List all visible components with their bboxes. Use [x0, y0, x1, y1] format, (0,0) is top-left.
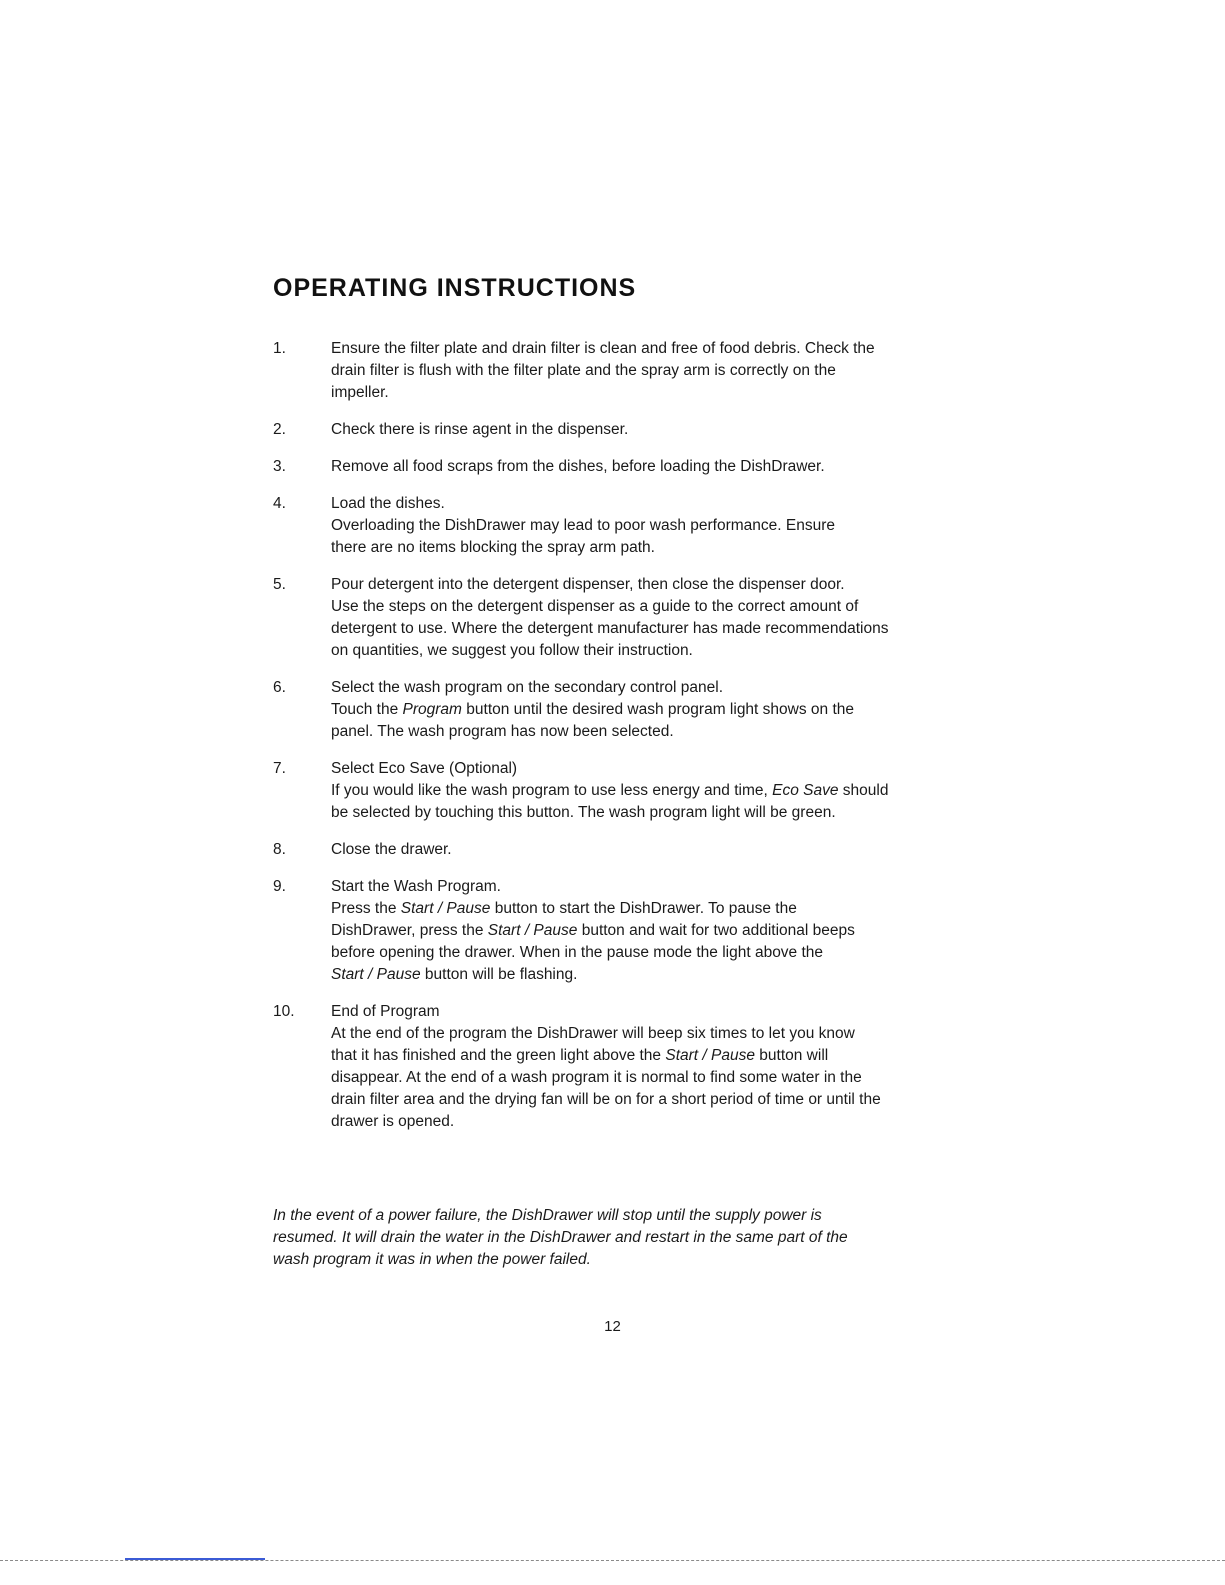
instruction-step [273, 419, 963, 441]
step-text-line [331, 382, 963, 404]
step-number: 1. [273, 340, 286, 357]
emphasized-term: Start / Pause [400, 900, 491, 917]
step-number: 8. [273, 841, 286, 858]
text-segment: disappear. At the end of a wash program it is normal to find some water in the [331, 1069, 862, 1086]
text-segment: At the end of the program the DishDrawer will beep six times to let you know [331, 1025, 855, 1042]
step-text-line [331, 721, 963, 743]
step-text-line [331, 920, 963, 942]
text-segment: Overloading the DishDrawer may lead to poor wash performance. Ensure [331, 517, 835, 534]
instruction-step [273, 1001, 963, 1133]
step-text-line [331, 964, 963, 986]
step-number: 9. [273, 878, 286, 895]
step-number: 7. [273, 760, 286, 777]
step-text-line [331, 942, 963, 964]
step-text-line [331, 618, 963, 640]
power-failure-note [273, 1205, 963, 1271]
step-number: 6. [273, 679, 286, 696]
step-text-line [331, 1111, 963, 1133]
text-segment: Ensure the filter plate and drain filter is clean and free of food debris. Check the [331, 340, 875, 357]
emphasized-term: Start / Pause [487, 922, 578, 939]
step-text-line [331, 456, 963, 478]
step-text-line [331, 780, 963, 802]
step-text-line [331, 537, 963, 559]
scroll-indicator [125, 1558, 265, 1560]
emphasized-term: Program [402, 701, 462, 718]
note-line: wash program it was in when the power failed. [273, 1251, 591, 1268]
emphasized-term: Start / Pause [331, 966, 421, 983]
step-text-line [331, 758, 963, 780]
step-text-line [331, 515, 963, 537]
step-text-line [331, 1023, 963, 1045]
step-number: 5. [273, 576, 286, 593]
text-segment: If you would like the wash program to use less energy and time, [331, 782, 773, 799]
step-text-line [331, 574, 963, 596]
instruction-step [273, 456, 963, 478]
page-bottom-rule [0, 1560, 1225, 1561]
text-segment: End of Program [331, 1003, 440, 1020]
text-segment: drawer is opened. [331, 1113, 455, 1130]
instruction-step [273, 574, 963, 662]
step-text [331, 456, 963, 478]
instruction-step [273, 758, 963, 824]
step-text [331, 419, 963, 441]
instruction-step [273, 839, 963, 861]
text-segment: detergent to use. Where the detergent manufacturer has made recommendations [331, 620, 889, 637]
text-segment: Select Eco Save (Optional) [331, 760, 518, 777]
step-text-line [331, 1001, 963, 1023]
text-segment: on quantities, we suggest you follow their instruction. [331, 642, 693, 659]
note-line: In the event of a power failure, the DishDrawer will stop until the supply power is [273, 1207, 822, 1224]
instruction-step [273, 677, 963, 743]
text-segment: drain filter area and the drying fan will be on for a short period of time or until the [331, 1091, 881, 1108]
text-segment: Start the Wash Program. [331, 878, 501, 895]
text-segment: button will be flashing. [420, 966, 578, 983]
step-text [331, 1001, 963, 1133]
step-text [331, 758, 963, 824]
text-segment: Press the [331, 900, 401, 917]
step-text [331, 677, 963, 743]
text-segment: Remove all food scraps from the dishes, before loading the DishDrawer. [331, 458, 825, 475]
step-text-line [331, 699, 963, 721]
text-segment: Close the drawer. [331, 841, 452, 858]
page-number: 12 [604, 1318, 621, 1335]
step-text-line [331, 596, 963, 618]
step-text-line [331, 338, 963, 360]
text-segment: Check there is rinse agent in the dispenser. [331, 421, 629, 438]
step-text-line [331, 1089, 963, 1111]
step-text-line [331, 493, 963, 515]
text-segment: button will [754, 1047, 829, 1064]
text-segment: Load the dishes. [331, 495, 445, 512]
text-segment: button until the desired wash program light shows on the [461, 701, 855, 718]
step-text-line [331, 360, 963, 382]
step-text-line [331, 677, 963, 699]
step-text [331, 493, 963, 559]
step-text-line [331, 876, 963, 898]
step-number: 2. [273, 421, 286, 438]
text-segment: drain filter is flush with the filter plate and the spray arm is correctly on the [331, 362, 836, 379]
text-segment: button to start the DishDrawer. To pause the [490, 900, 797, 917]
step-number: 3. [273, 458, 286, 475]
text-segment: panel. The wash program has now been selected. [331, 723, 674, 740]
text-segment: Select the wash program on the secondary control panel. [331, 679, 724, 696]
text-segment: Touch the [331, 701, 403, 718]
text-segment: there are no items blocking the spray arm path. [331, 539, 655, 556]
step-text [331, 338, 963, 404]
step-number: 4. [273, 495, 286, 512]
emphasized-term: Start / Pause [665, 1047, 755, 1064]
step-text-line [331, 802, 963, 824]
instruction-step [273, 876, 963, 986]
step-text-line [331, 839, 963, 861]
text-segment: impeller. [331, 384, 389, 401]
step-text [331, 574, 963, 662]
text-segment: that it has finished and the green light above the [331, 1047, 666, 1064]
text-segment: should [838, 782, 889, 799]
step-text-line [331, 640, 963, 662]
text-segment: be selected by touching this button. The wash program light will be green. [331, 804, 836, 821]
instruction-list [273, 338, 963, 1148]
page-title: OPERATING INSTRUCTIONS [273, 274, 637, 302]
instruction-step [273, 493, 963, 559]
text-segment: button and wait for two additional beeps [577, 922, 855, 939]
text-segment: before opening the drawer. When in the pause mode the light above the [331, 944, 824, 961]
step-text-line [331, 1067, 963, 1089]
step-text-line [331, 898, 963, 920]
step-text [331, 876, 963, 986]
text-segment: DishDrawer, press the [331, 922, 488, 939]
text-segment: Use the steps on the detergent dispenser as a guide to the correct amount of [331, 598, 859, 615]
step-text-line [331, 1045, 963, 1067]
text-segment: Pour detergent into the detergent dispenser, then close the dispenser door. [331, 576, 845, 593]
step-text-line [331, 419, 963, 441]
step-number: 10. [273, 1003, 295, 1020]
instruction-step [273, 338, 963, 404]
note-line: resumed. It will drain the water in the DishDrawer and restart in the same part of the [273, 1229, 848, 1246]
step-text [331, 839, 963, 861]
emphasized-term: Eco Save [772, 782, 839, 799]
